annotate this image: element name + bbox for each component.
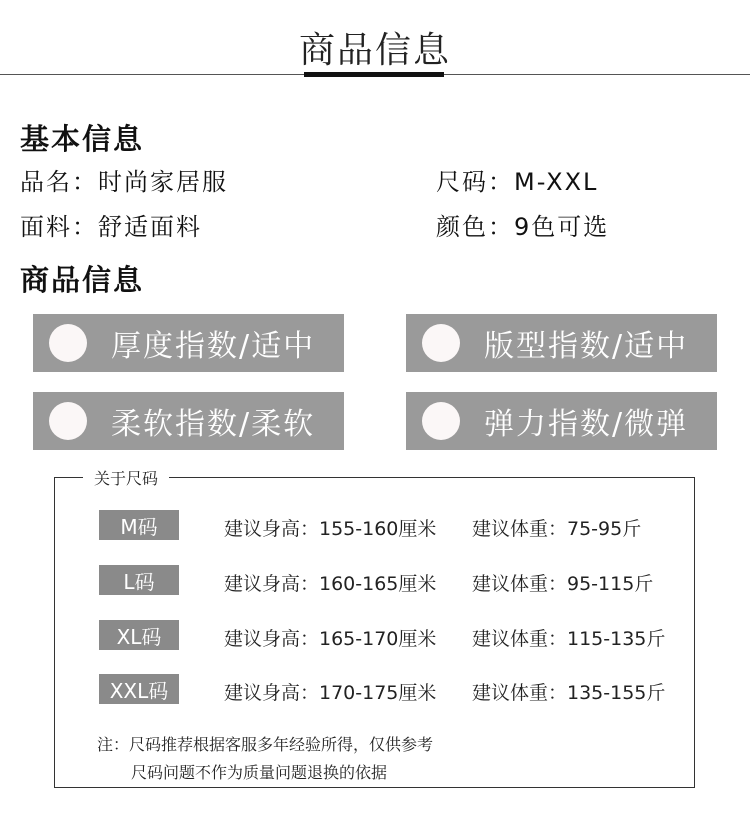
size-tag-xl: XL码 (99, 620, 179, 650)
weight-suggestion: 建议体重：115-135斤 (472, 628, 666, 650)
color-info: 颜色：9色可选 (436, 213, 610, 241)
elasticity-index (406, 392, 717, 450)
weight-suggestion: 建议体重：135-155斤 (472, 682, 666, 704)
page-title: 商品信息 (298, 30, 451, 71)
size-range: 尺码：M-XXL (436, 168, 599, 196)
size-tag-m: M码 (99, 510, 179, 540)
bullet-dot-icon (422, 324, 460, 362)
bullet-dot-icon (49, 324, 87, 362)
size-note: 注：尺码推荐根据客服多年经验所得，仅供参考 (97, 735, 434, 754)
height-suggestion: 建议身高：170-175厘米 (224, 682, 437, 704)
height-suggestion: 建议身高：155-160厘米 (224, 518, 437, 540)
index-label: 版型指数/适中 (484, 329, 689, 364)
weight-suggestion: 建议体重：95-115斤 (472, 573, 654, 595)
bullet-dot-icon (422, 402, 460, 440)
fit-index (406, 314, 717, 372)
index-label: 弹力指数/微弹 (484, 407, 689, 442)
size-note-return-policy: 尺码问题不作为质量问题退换的依据 (131, 763, 388, 782)
size-tag-l: L码 (99, 565, 179, 595)
index-label: 厚度指数/适中 (111, 329, 316, 364)
thickness-index (33, 314, 344, 372)
header-accent-bar (304, 72, 444, 77)
height-suggestion: 建议身高：165-170厘米 (224, 628, 437, 650)
softness-index (33, 392, 344, 450)
basic-info-title: 基本信息 (20, 122, 145, 156)
product-info-title: 商品信息 (20, 263, 145, 297)
size-guide-legend: 关于尺码 (83, 466, 169, 489)
index-label: 柔软指数/柔软 (111, 407, 316, 442)
product-name: 品名：时尚家居服 (20, 168, 228, 196)
bullet-dot-icon (49, 402, 87, 440)
fabric-info: 面料：舒适面料 (20, 213, 202, 241)
size-tag-xxl: XXL码 (99, 674, 179, 704)
weight-suggestion: 建议体重：75-95斤 (472, 518, 642, 540)
height-suggestion: 建议身高：160-165厘米 (224, 573, 437, 595)
